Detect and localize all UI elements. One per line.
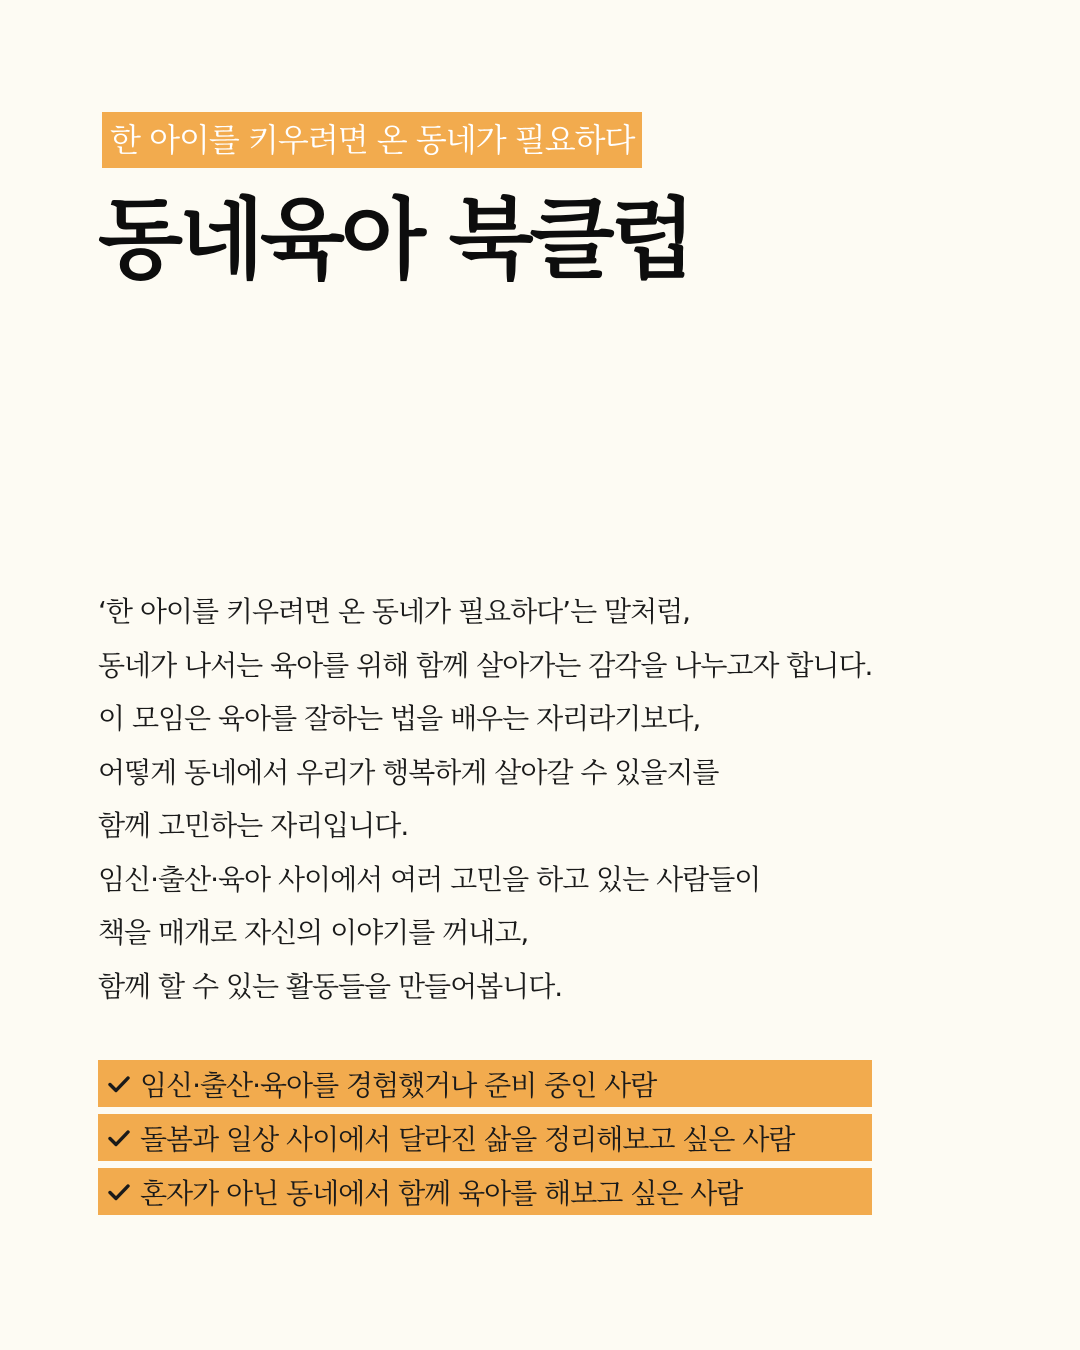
page-title: 동네육아 북클럽 — [98, 188, 692, 291]
checklist-item-label: 임신·출산·육아를 경험했거나 준비 중인 사람 — [140, 1068, 657, 1102]
intro-line: 함께 고민하는 자리입니다. — [98, 809, 409, 842]
checklist-item — [98, 1168, 872, 1215]
checkmark-icon — [106, 1125, 132, 1151]
checklist-item-label: 돌봄과 일상 사이에서 달라진 삶을 정리해보고 싶은 사람 — [140, 1122, 795, 1156]
target-audience-checklist — [98, 1060, 872, 1222]
intro-line: 이 모임은 육아를 잘하는 법을 배우는 자리라기보다, — [98, 702, 701, 735]
intro-line: 책을 매개로 자신의 이야기를 꺼내고, — [98, 916, 529, 949]
intro-line: ‘한 아이를 키우려면 온 동네가 필요하다’는 말처럼, — [98, 595, 691, 628]
checkmark-icon — [106, 1071, 132, 1097]
intro-line: 임신·출산·육아 사이에서 여러 고민을 하고 있는 사람들이 — [98, 862, 761, 896]
intro-line: 어떻게 동네에서 우리가 행복하게 살아갈 수 있을지를 — [98, 755, 719, 789]
checklist-item — [98, 1114, 872, 1161]
checklist-item — [98, 1060, 872, 1107]
intro-paragraph — [98, 585, 998, 1013]
intro-line: 함께 할 수 있는 활동들을 만들어봅니다. — [98, 969, 563, 1003]
subtitle-badge: 한 아이를 키우려면 온 동네가 필요하다 — [102, 112, 642, 168]
intro-line: 동네가 나서는 육아를 위해 함께 살아가는 감각을 나누고자 합니다. — [98, 648, 873, 682]
checklist-item-label: 혼자가 아닌 동네에서 함께 육아를 해보고 싶은 사람 — [140, 1176, 743, 1210]
checkmark-icon — [106, 1179, 132, 1205]
